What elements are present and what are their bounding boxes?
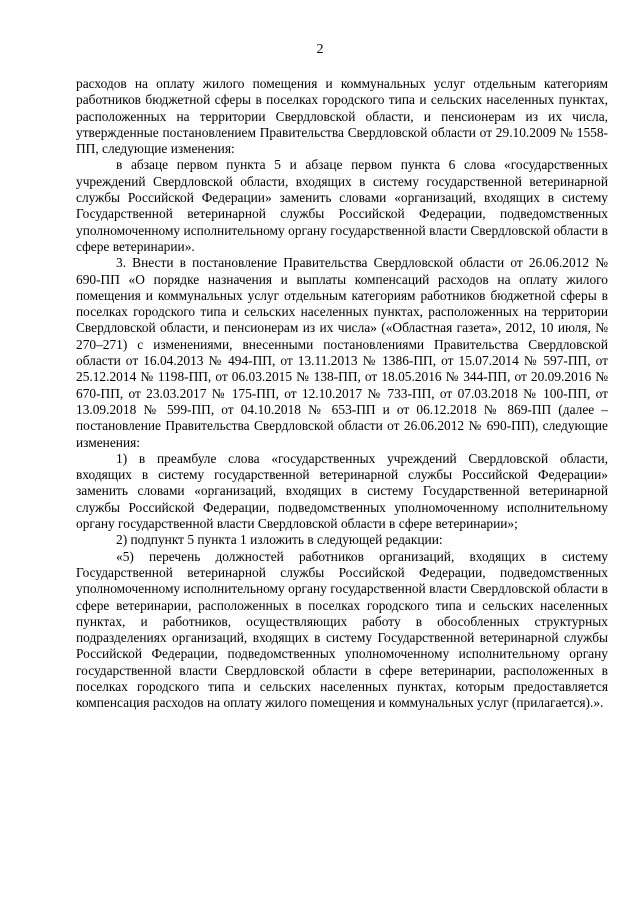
page-number: 2 <box>316 42 324 57</box>
paragraph-item-3: 3. Внести в постановление Правительства Свердловской области от 26.06.2012 № 690-ПП «О порядке назначения и выплаты компенсаций расходов на оплату жилого помещения и коммунальных услуг отдельным категориям работников бюджетной сферы в поселках городского типа и сельских населенных пунктах, расположенных на территории Свердловской области, и пенсионерам из их числа» («Областная газета», 2012, 10 июля, № 270–271) с изменениями, внесенными постановлениями Правительства Свердловской области от 16.04.2013 № 494-ПП, от 13.11.2013 № 1386-ПП, от 15.07.2014 № 597-ПП, от 25.12.2014 № 1198-ПП, от 06.03.2015 № 138-ПП, от 18.05.2016 № 344-ПП, от 20.09.2016 № 670-ПП, от 23.03.2017 № 175-ПП, от 12.10.2017 № 733-ПП, от 07.03.2018 № 100-ПП, от 13.09.2018 № 599-ПП, от 04.10.2018 № 653-ПП и от 06.12.2018 № 869-ПП (далее – постановление Правительства Свердловской области от 26.06.2012 № 690-ПП), следующие изменения: <box>76 255 608 450</box>
paragraph-continuation: расходов на оплату жилого помещения и коммунальных услуг отдельным категориям работников бюджетной сферы в поселках городского типа и сельских населенных пунктах, расположенных на территории Свердловской области, и пенсионерам из их числа, утвержденные постановлением Правительства Свердловской области от 29.10.2009 № 1558-ПП, следующие изменения: <box>76 76 608 157</box>
paragraph-subitem-1: 1) в преамбуле слова «государственных учреждений Свердловской области, входящих в систему государственной ветеринарной службы Российской Федерации» заменить словами «организаций, входящих в систему Государственной ветеринарной службы Российской Федерации, подведомственных уполномоченному исполнительному органу государственной власти Свердловской области в сфере ветеринарии»; <box>76 450 608 532</box>
paragraph-subitem-2: 2) подпункт 5 пункта 1 изложить в следующей редакции: <box>116 532 443 548</box>
document-body <box>76 76 608 712</box>
paragraph-new-subitem-5: «5) перечень должностей работников организаций, входящих в систему Государственной ветеринарной службы Российской Федерации, подведомственных уполномоченному исполнительному органу государственной власти Свердловской области в сфере ветеринарии, расположенных в поселках городского типа и сельских населенных пунктах, и работников, осуществляющих работу в обособленных структурных подразделениях организаций, входящих в систему Государственной ветеринарной службы Российской Федерации, подведомственных уполномоченному исполнительному органу государственной власти Свердловской области в сфере ветеринарии, расположенных в поселках городского типа и сельских населенных пунктах, которым предоставляется компенсация расходов на оплату жилого помещения и коммунальных услуг (прилагается).». <box>76 548 608 711</box>
paragraph-amendment-points-5-6: в абзаце первом пункта 5 и абзаце первом пункта 6 слова «государственных учреждений Свердловской области, входящих в систему государственной ветеринарной службы Российской Федерации» заменить словами «организаций, входящих в систему Государственной ветеринарной службы Российской Федерации, подведомственных уполномоченному исполнительному органу государственной власти Свердловской области в сфере ветеринарии». <box>76 157 608 254</box>
